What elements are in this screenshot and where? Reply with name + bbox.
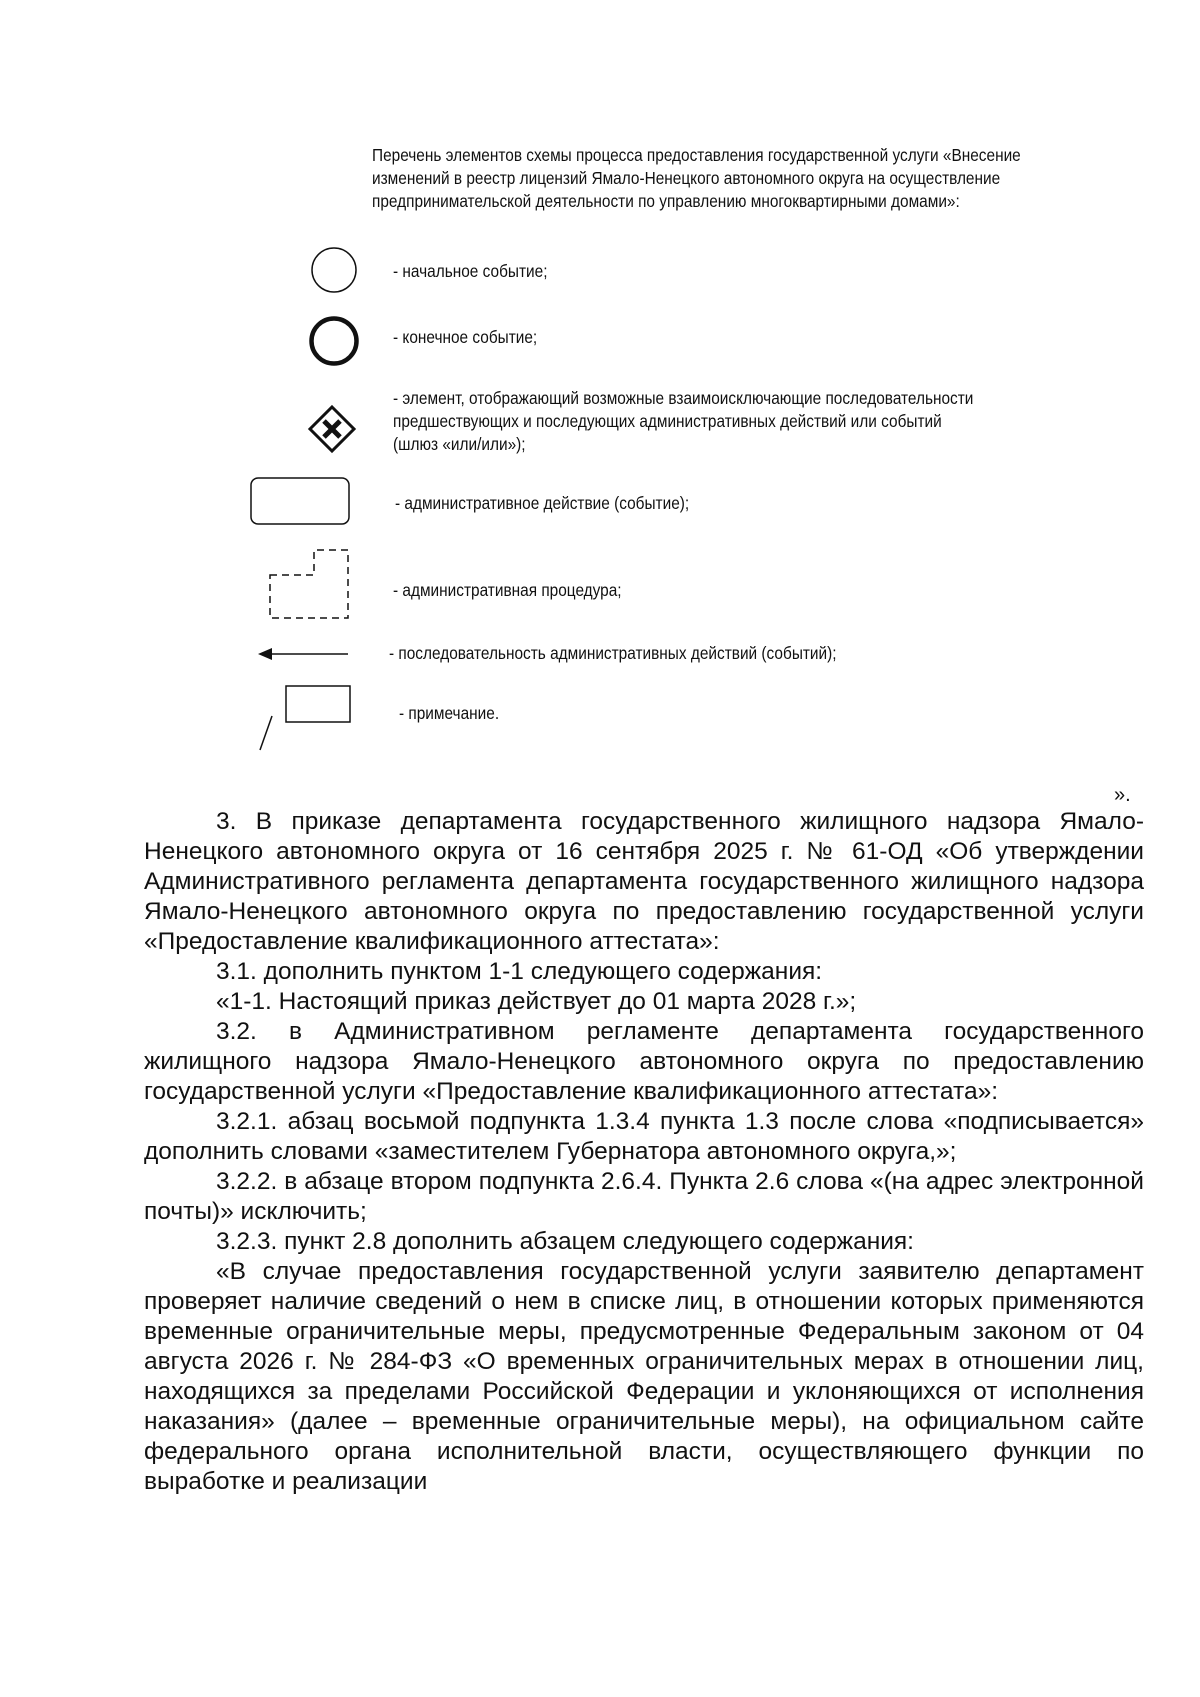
legend-item-label: - административное действие (событие); (395, 493, 690, 513)
annotation-icon (256, 684, 356, 752)
legend-item-label-line-3: (шлюз «или/или»); (393, 434, 526, 454)
legend-item-label-line-1: - элемент, отображающий возможные взаимоисключающие последовательности (393, 388, 974, 408)
arrow-left-icon (256, 644, 350, 664)
exclusive-gateway-icon (307, 404, 357, 454)
legend-title: Перечень элементов схемы процесса предоставления государственной услуги «Внесение изменений в реестр лицензий Ямало-Ненецкого автономного округа на осуществление предпринимательской деятельности по управлению многоквартирными домами»: (372, 145, 1021, 211)
paragraph-3-2: 3.2. в Административном регламенте департамента государственного жилищного надзора Ямало-Ненецкого автономного округа по предоставлению государственной услуги «Предоставление квалификационного аттестата»: (144, 1018, 1144, 1105)
closing-quote: ». (1114, 784, 1131, 806)
paragraph-3-1: 3.1. дополнить пунктом 1-1 следующего содержания: (216, 958, 823, 985)
paragraph-restrictive-measures: «В случае предоставления государственной услуги заявителю департамент проверяет наличие сведений о нем в списке лиц, в отношении которых применяются временные ограничительные меры, предусмотренные Федеральным законом от 04 августа 2026 г. № 284-ФЗ «О временных ограничительных мерах в отношении лиц, находящихся за пределами Российской Федерации и уклоняющихся от исполнения наказания» (далее – временные ограничительные меры), на официальном сайте федерального органа исполнительной власти, осуществляющего функции по выработке и реализации (144, 1258, 1144, 1495)
dashed-procedure-icon (266, 545, 352, 623)
legend-item-label: - начальное событие; (393, 261, 548, 281)
rounded-rectangle-icon (249, 476, 353, 528)
document-body (144, 807, 1144, 1497)
paragraph-3-2-3: 3.2.3. пункт 2.8 дополнить абзацем следующего содержания: (216, 1228, 914, 1255)
legend-item-label-line-2: предшествующих и последующих административных действий или событий (393, 411, 942, 431)
start-event-circle-icon (309, 245, 359, 295)
legend-item-label: - конечное событие; (393, 327, 538, 347)
legend-item-label: - административная процедура; (393, 580, 622, 600)
legend-item-label: - последовательность административных действий (событий); (389, 643, 837, 663)
paragraph-3: 3. В приказе департамента государственного жилищного надзора Ямало-Ненецкого автономного округа от 16 сентября 2025 г. № 61-ОД «Об утверждении Административного регламента департамента государственного жилищного надзора Ямало-Ненецкого автономного округа по предоставлению государственной услуги «Предоставление квалификационного аттестата»: (144, 808, 1144, 955)
paragraph-3-2-2: 3.2.2. в абзаце втором подпункта 2.6.4. Пункта 2.6 слова «(на адрес электронной почты)» исключить; (144, 1168, 1144, 1225)
legend-item-label: - примечание. (399, 703, 500, 723)
paragraph-1-1-quote: «1-1. Настоящий приказ действует до 01 марта 2028 г.»; (216, 988, 857, 1015)
end-event-circle-icon (307, 314, 361, 368)
paragraph-3-2-1: 3.2.1. абзац восьмой подпункта 1.3.4 пункта 1.3 после слова «подписывается» дополнить словами «заместителем Губернатора автономного округа,»; (144, 1108, 1144, 1165)
